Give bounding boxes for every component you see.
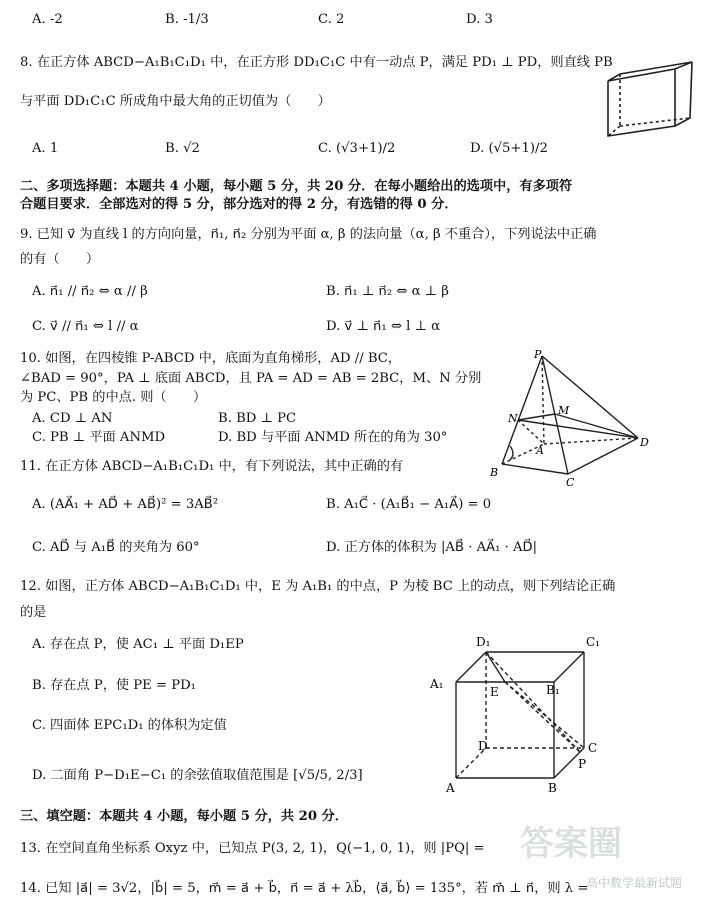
q11-option-b: B. A₁C⃗ · (A₁B⃗₁ − A₁A⃗) = 0: [326, 497, 492, 512]
q7-option-c: C. 2: [318, 12, 345, 27]
q12-label-c: C: [588, 741, 598, 755]
section2-heading-line2: 合题目要求．全部选对的得 5 分，部分选对的得 2 分，有选错的得 0 分．: [20, 197, 458, 212]
q12-label-b1: B₁: [546, 683, 560, 697]
q12-option-c: C. 四面体 EPC₁D₁ 的体积为定值: [32, 718, 227, 733]
section3-heading: 三、填空题：本题共 4 小题，每小题 5 分，共 20 分．: [20, 809, 348, 824]
q12-label-d1: D₁: [476, 635, 491, 649]
q9-stem-line1: 9. 已知 v⃗ 为直线 l 的方向向量，n⃗₁, n⃗₂ 分别为平面 α, β 的法向量（α, β 不重合），下列说法中正确: [20, 227, 597, 242]
q9-option-a: A. n⃗₁ // n⃗₂ ⇔ α // β: [32, 284, 148, 299]
q12-label-e: E: [490, 685, 499, 699]
q9-option-c: C. v⃗ // n⃗₁ ⇔ l // α: [32, 319, 139, 334]
q11-stem: 11. 在正方体 ABCD−A₁B₁C₁D₁ 中，有下列说法，其中正确的有: [20, 459, 404, 474]
q12-option-a: A. 存在点 P，使 AC₁ ⊥ 平面 D₁EP: [32, 637, 244, 652]
q12-option-b: B. 存在点 P，使 PE = PD₁: [32, 678, 196, 693]
q10-label-b: B: [490, 466, 499, 479]
q12-label-a1: A₁: [430, 677, 444, 691]
q8-option-a: A. 1: [32, 141, 59, 156]
q12-cube-figure: [426, 630, 616, 798]
watermark-caption: 高中数学最新试题: [586, 876, 683, 890]
q7-option-a: A. -2: [32, 12, 63, 27]
q9-option-d: D. v⃗ ⊥ n⃗₁ ⇔ l ⊥ α: [326, 319, 441, 334]
q10-option-c: C. PB ⊥ 平面 ANMD: [32, 430, 166, 445]
q8-stem-line2: 与平面 DD₁C₁C 所成角中最大角的正切值为（ ）: [20, 94, 331, 109]
q10-label-n: N: [508, 412, 518, 425]
q12-stem-line2: 的是: [20, 605, 47, 620]
q12-label-a: A: [446, 781, 455, 795]
q7-option-b: B. -1/3: [165, 12, 209, 27]
q7-option-d: D. 3: [466, 12, 493, 27]
q10-label-c: C: [566, 476, 575, 489]
q8-stem-line1: 8. 在正方体 ABCD−A₁B₁C₁D₁ 中，在正方形 DD₁C₁C 中有一动点 P，满足 PD₁ ⊥ PD，则直线 PB: [20, 55, 613, 70]
section2-heading-line1: 二、多项选择题：本题共 4 小题，每小题 5 分，共 20 分．在每小题给出的选项中，有多项符: [20, 179, 573, 194]
q11-option-c: C. AD⃗ 与 A₁B⃗ 的夹角为 60°: [32, 540, 200, 555]
q10-label-a: A: [536, 444, 544, 457]
q10-option-a: A. CD ⊥ AN: [32, 411, 113, 426]
q12-label-b: B: [548, 781, 557, 795]
q12-label-p: P: [578, 757, 587, 771]
q12-stem-line1: 12. 如图，正方体 ABCD−A₁B₁C₁D₁ 中，E 为 A₁B₁ 的中点，P 为棱 BC 上的动点，则下列结论正确: [20, 579, 616, 594]
q10-label-p: P: [534, 348, 542, 361]
q12-label-d: D: [478, 739, 488, 753]
q8-option-b: B. √2: [165, 141, 200, 156]
q10-label-d: D: [640, 436, 649, 449]
q12-label-c1: C₁: [586, 635, 600, 649]
q10-option-d: D. BD 与平面 ANMD 所在的角为 30°: [218, 430, 448, 445]
q10-stem-line3: 为 PC、PB 的中点. 则（ ）: [20, 390, 207, 405]
q9-option-b: B. n⃗₁ ⊥ n⃗₂ ⇔ α ⊥ β: [326, 284, 449, 299]
q14-stem: 14. 已知 |a⃗| = 3√2，|b⃗| = 5，m⃗ = a⃗ + b⃗，n⃗ = a⃗ + λb⃗，⟨a⃗, b⃗⟩ = 135°，若 m⃗ ⊥ n⃗，则 λ =: [20, 881, 589, 896]
watermark-logo: 答案圈: [520, 824, 622, 864]
q10-stem-line2: ∠BAD = 90°，PA ⊥ 底面 ABCD，且 PA = AD = AB = 2BC，M、N 分别: [20, 371, 482, 386]
q10-option-b: B. BD ⊥ PC: [218, 411, 297, 426]
q8-option-c: C. (√3+1)/2: [318, 141, 396, 156]
q12-option-d: D. 二面角 P−D₁E−C₁ 的余弦值取值范围是 [√5/5, 2/3]: [32, 768, 363, 783]
q10-label-m: M: [558, 404, 570, 417]
q13-stem: 13. 在空间直角坐标系 Oxyz 中，已知点 P(3, 2, 1)，Q(−1, 0, 1)，则 |PQ| =: [20, 841, 485, 856]
q11-option-d: D. 正方体的体积为 |AB⃗ · AA⃗₁ · AD⃗|: [326, 540, 538, 555]
q10-stem-line1: 10. 如图，在四棱锥 P-ABCD 中，底面为直角梯形，AD // BC，: [20, 351, 402, 366]
q8-option-d: D. (√5+1)/2: [470, 141, 548, 156]
q10-pyramid-figure: [480, 342, 655, 492]
q9-stem-line2: 的有（ ）: [20, 252, 100, 267]
q11-option-a: A. (AA⃗₁ + AD⃗ + AB⃗)² = 3AB⃗²: [32, 497, 219, 512]
q8-cube-figure: [600, 56, 698, 142]
